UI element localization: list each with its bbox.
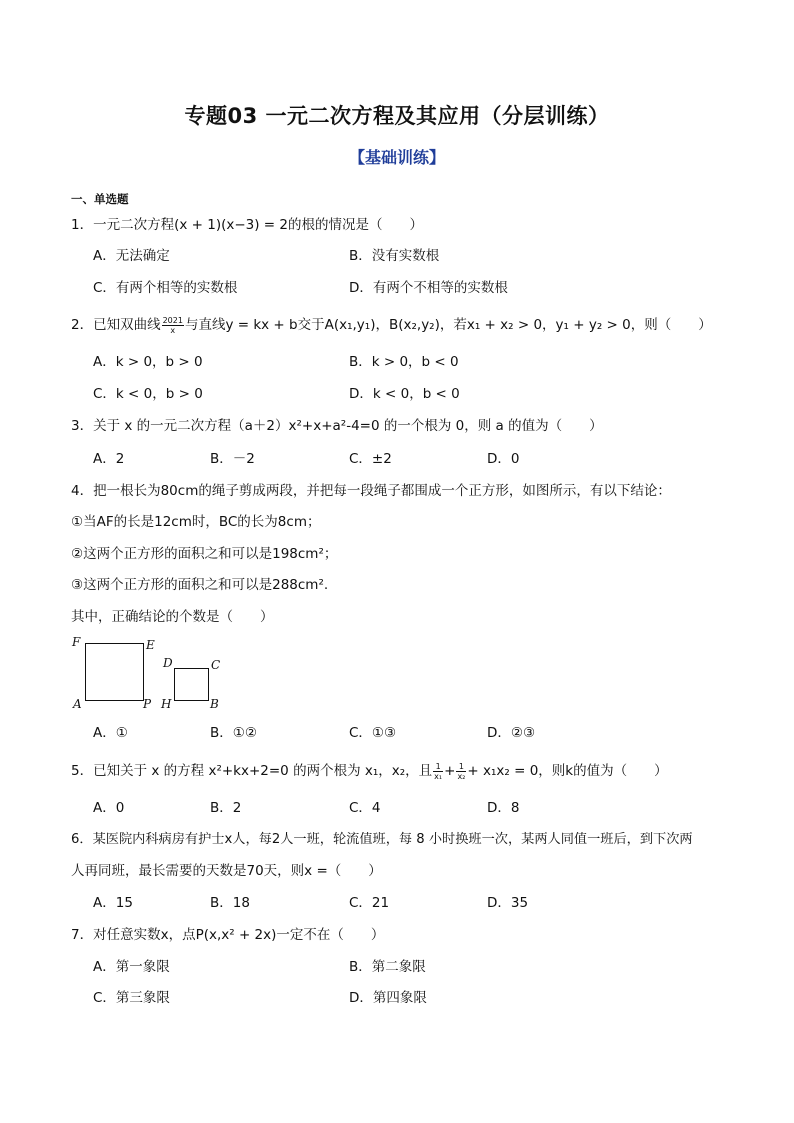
fraction-denominator: x₁ — [434, 771, 443, 781]
question-1-option-c: C．有两个相等的实数根 — [93, 280, 238, 296]
question-2-option-d: D．k < 0，b < 0 — [349, 386, 460, 402]
question-6-option-b: B．18 — [210, 895, 250, 911]
question-4-ask: 其中，正确结论的个数是（ ） — [71, 609, 274, 625]
question-4-option-a: A．① — [93, 725, 128, 741]
question-5-stem-b: + x₁x₂ = 0，则k的值为（ ） — [467, 763, 668, 779]
fraction-denominator: x₂ — [457, 771, 466, 781]
fraction-numerator: 2021 — [162, 315, 183, 325]
question-7-option-c: C．第三象限 — [93, 990, 170, 1006]
question-4-conclusion-2: ②这两个正方形的面积之和可以是198cm²； — [71, 546, 338, 562]
small-square — [174, 668, 209, 701]
question-2-option-c: C．k < 0，b > 0 — [93, 386, 203, 402]
question-5-option-a: A．0 — [93, 800, 125, 816]
fraction-denominator: x — [170, 325, 176, 335]
question-6-option-d: D．35 — [487, 895, 529, 911]
question-3-stem: 3．关于 x 的一元二次方程（a＋2）x²+x+a²-4=0 的一个根为 0，则 a 的值为（ ） — [71, 418, 603, 434]
question-2-option-a: A．k > 0，b > 0 — [93, 354, 203, 370]
section-heading: 一、单选题 — [71, 192, 129, 206]
question-7-option-d: D．第四象限 — [349, 990, 427, 1006]
question-7-option-b: B．第二象限 — [349, 959, 426, 975]
label-c: C — [211, 658, 221, 672]
fraction-numerator: 1 — [456, 762, 466, 772]
question-6-option-c: C．21 — [349, 895, 390, 911]
question-1-option-d: D．有两个不相等的实数根 — [349, 280, 508, 296]
question-4-stem: 4．把一根长为80cm的绳子剪成两段，并把每一段绳子都围成一个正方形，如图所示，有以下结论： — [71, 483, 671, 499]
question-4-option-d: D．②③ — [487, 725, 536, 741]
question-5-option-d: D．8 — [487, 800, 520, 816]
question-1-stem: 1．一元二次方程(x + 1)(x−3) = 2的根的情况是（ ） — [71, 217, 424, 233]
question-1-option-b: B．没有实数根 — [349, 248, 440, 264]
question-3-option-d: D．0 — [487, 451, 520, 467]
question-2-fraction — [162, 316, 184, 335]
question-5-stem-a: 5．已知关于 x 的方程 x²+kx+2=0 的两个根为 x₁，x₂，且 — [71, 763, 433, 779]
question-5-fraction-2 — [456, 762, 466, 781]
question-4-figure — [70, 632, 230, 712]
question-5-option-b: B．2 — [210, 800, 242, 816]
question-4-option-c: C．①③ — [349, 725, 397, 741]
question-4-conclusion-3: ③这两个正方形的面积之和可以是288cm². — [71, 577, 329, 593]
question-5-option-c: C．4 — [349, 800, 381, 816]
question-7-option-a: A．第一象限 — [93, 959, 170, 975]
label-d: D — [163, 656, 173, 670]
question-2-option-b: B．k > 0，b < 0 — [349, 354, 459, 370]
question-6-stem-line-2: 人再同班，最长需要的天数是70天，则x =（ ） — [71, 863, 382, 879]
question-7-stem: 7．对任意实数x，点P(x,x² + 2x)一定不在（ ） — [71, 927, 385, 943]
page-subtitle: 【基础训练】 — [348, 148, 445, 167]
question-1-option-a: A．无法确定 — [93, 248, 170, 264]
label-b: B — [210, 697, 219, 711]
question-2-stem — [71, 315, 712, 335]
question-4-option-b: B．①② — [210, 725, 257, 741]
question-5-plus: + — [444, 763, 456, 779]
label-a: A — [73, 697, 82, 711]
label-h: H — [161, 697, 172, 711]
question-6-stem-line-1: 6．某医院内科病房有护士x人，每2人一班，轮流值班，每 8 小时换班一次，某两人同值一班后，到下次两 — [71, 832, 693, 847]
page-title: 专题03 一元二次方程及其应用（分层训练） — [184, 104, 610, 128]
fraction-numerator: 1 — [433, 762, 443, 772]
question-3-option-b: B．－2 — [210, 451, 255, 467]
question-2-stem-a: 2．已知双曲线 — [71, 317, 161, 333]
question-5-stem — [71, 761, 668, 781]
question-4-conclusion-1: ①当AF的长是12cm时，BC的长为8cm； — [71, 514, 321, 530]
label-e: E — [146, 638, 155, 652]
question-3-option-c: C．±2 — [349, 451, 392, 467]
question-2-stem-b: 与直线y = kx + b交于A(x₁,y₁)，B(x₂,y₂)，若x₁ + x₂ > 0，y₁ + y₂ > 0，则（ ） — [184, 317, 712, 333]
question-6-option-a: A．15 — [93, 895, 133, 911]
question-3-option-a: A．2 — [93, 451, 125, 467]
label-p: P — [143, 697, 152, 711]
question-5-fraction-1 — [433, 762, 443, 781]
label-f: F — [72, 635, 81, 649]
large-square — [85, 643, 144, 701]
